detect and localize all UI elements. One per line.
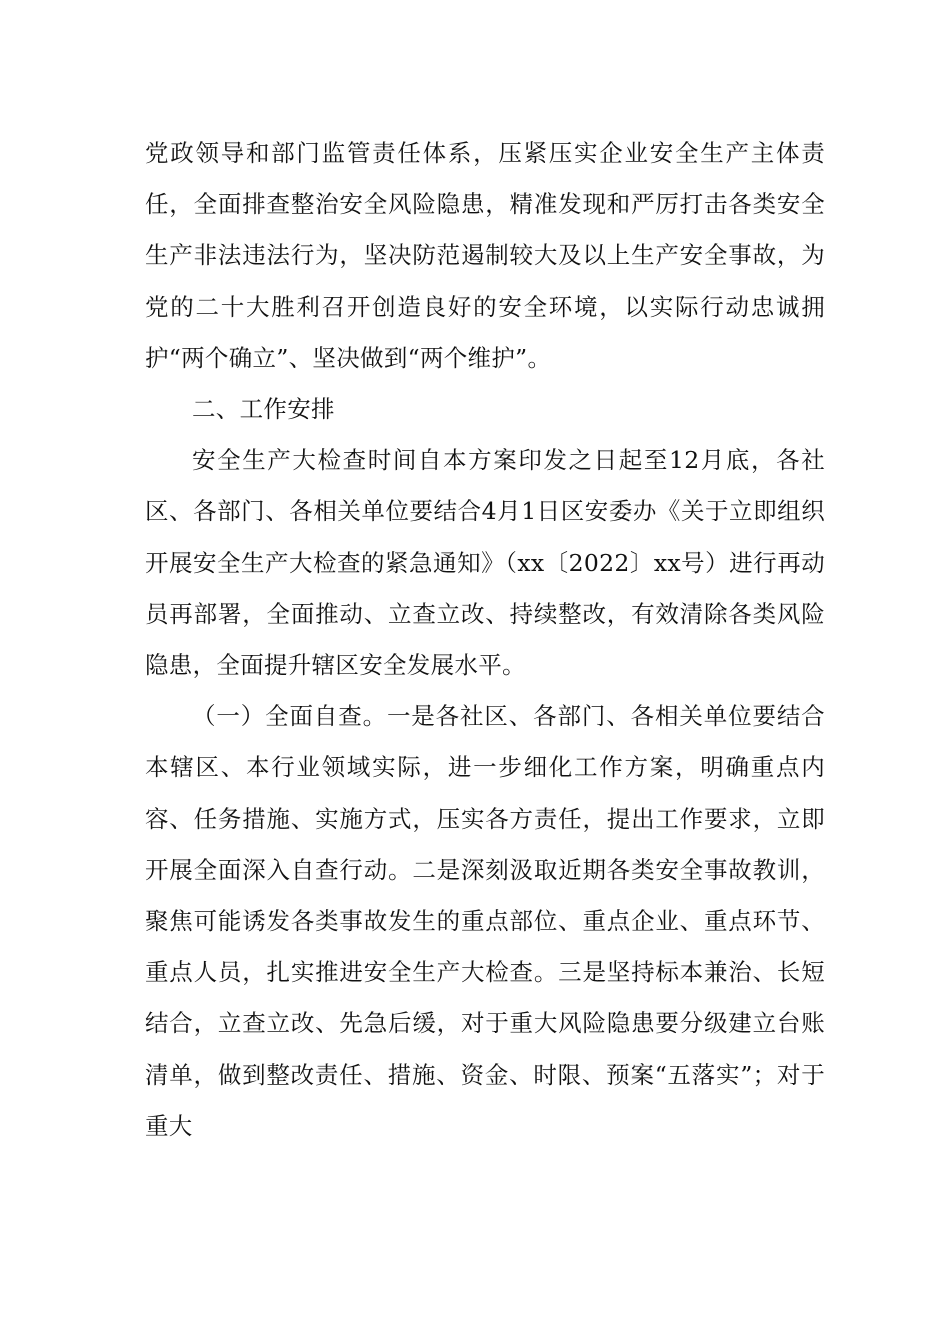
- paragraph-inspection-schedule: 安全生产大检查时间自本方案印发之日起至12月底，各社区、各部门、各相关单位要结合4月1日区安委办《关于立即组织开展安全生产大检查的紧急通知》（xx〔2022〕xx号）进行再动员再部署，全面推动、立查立改、持续整改，有效清除各类风险隐患，全面提升辖区安全发展水平。: [145, 446, 825, 680]
- paragraph-self-inspection: （一）全面自查。一是各社区、各部门、各相关单位要结合本辖区、本行业领域实际，进一步细化工作方案，明确重点内容、任务措施、实施方式，压实各方责任，提出工作要求，立即开展全面深入自查行动。二是深刻汲取近期各类安全事故教训，聚焦可能诱发各类事故发生的重点部位、重点企业、重点环节、重点人员，扎实推进安全生产大检查。三是坚持标本兼治、长短结合，立查立改、先急后缓，对于重大风险隐患要分级建立台账清单，做到整改责任、措施、资金、时限、预案“五落实”；对于重大: [145, 702, 825, 1140]
- section-heading-work-arrangement: 二、工作安排: [192, 395, 335, 424]
- paragraph-responsibility-system: 党政领导和部门监管责任体系，压紧压实企业安全生产主体责任，全面排查整治安全风险隐患，精准发现和严厉打击各类安全生产非法违法行为，坚决防范遏制较大及以上生产安全事故，为党的二十大胜利召开创造良好的安全环境，以实际行动忠诚拥护“两个确立”、坚决做到“两个维护”。: [145, 139, 825, 372]
- document-body: [145, 128, 825, 1152]
